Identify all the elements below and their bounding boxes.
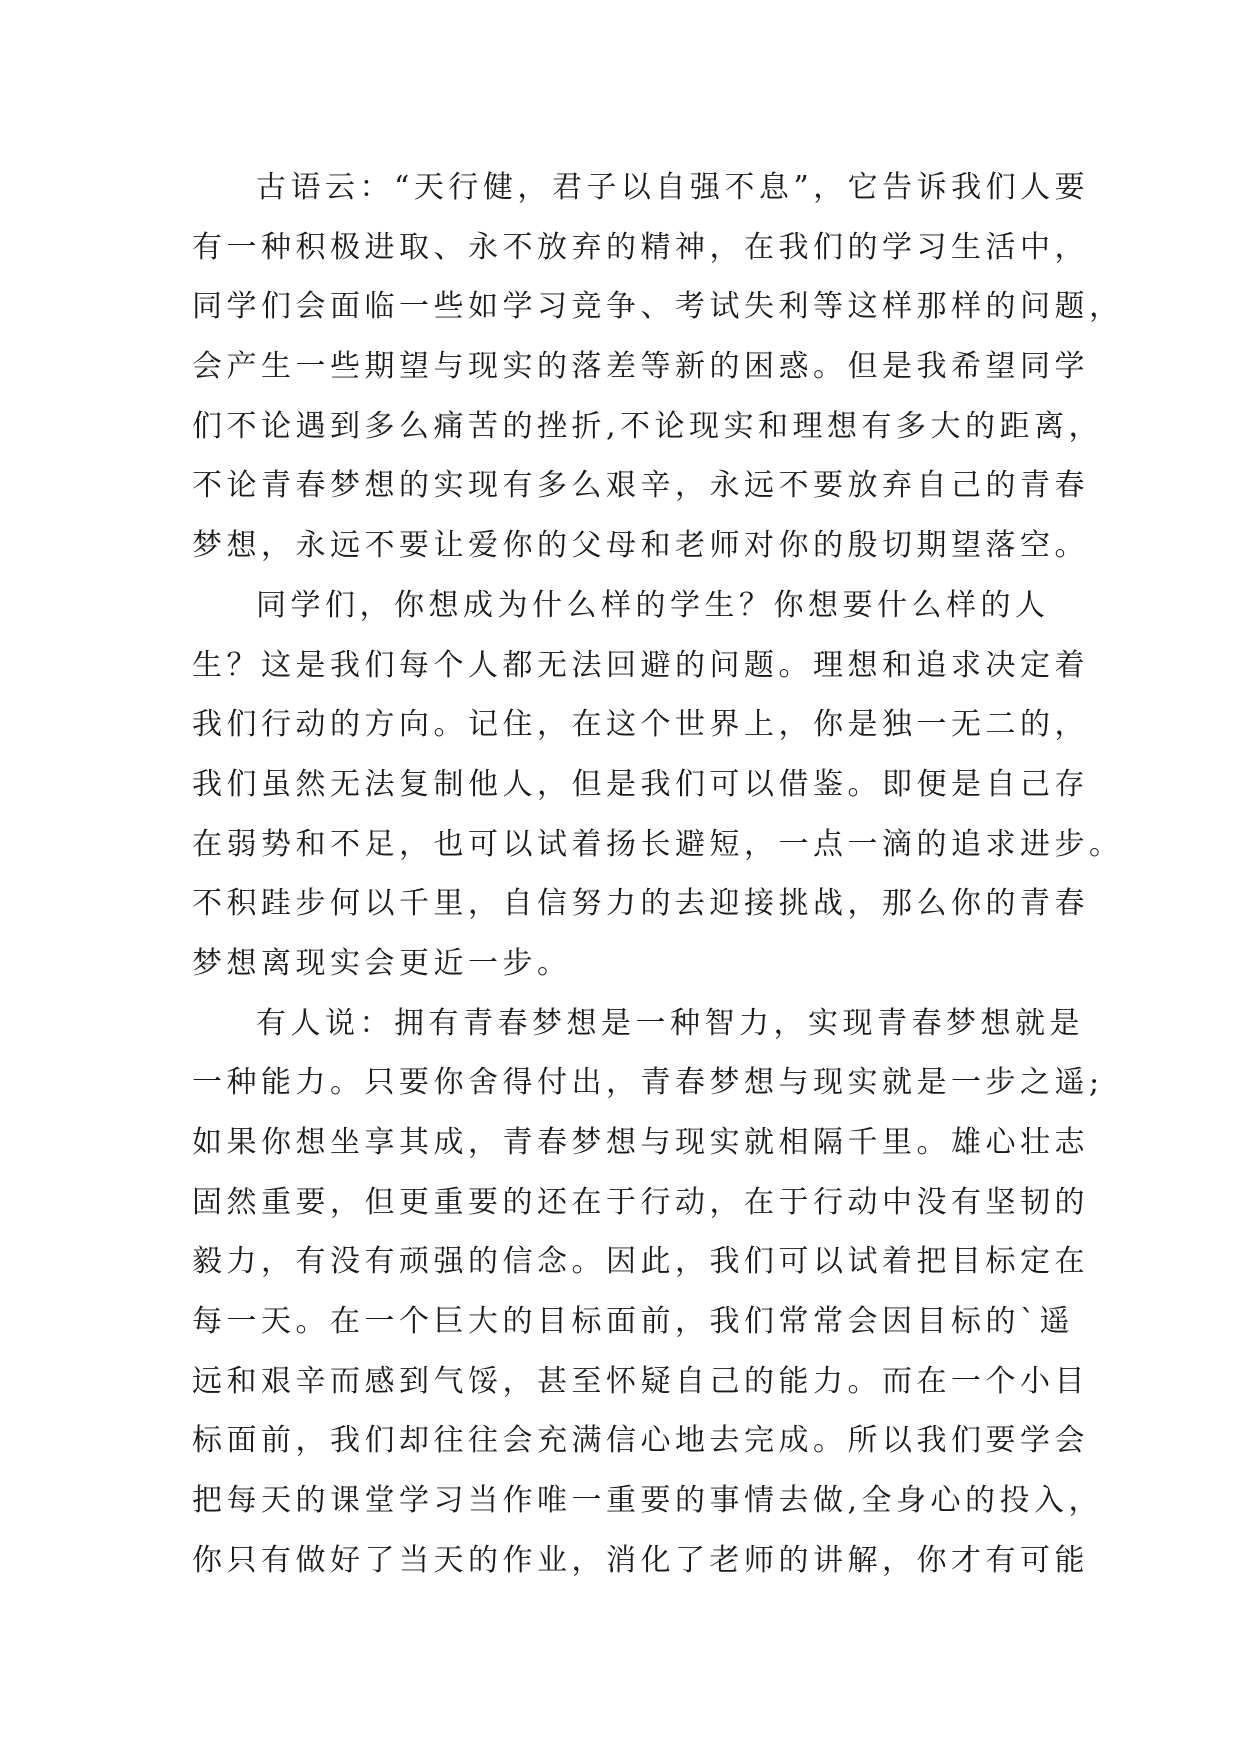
- paragraph-1: [192, 158, 1124, 576]
- paragraph-line: 固然重要，但更重要的还在于行动，在于行动中没有坚韧的: [192, 1184, 1089, 1220]
- paragraph-2: [192, 576, 1124, 994]
- paragraph-line: 有一种积极进取、永不放弃的精神，在我们的学习生活中，: [192, 229, 1089, 265]
- paragraph-line: 们不论遇到多么痛苦的挫折,不论现实和理想有多大的距离，: [192, 408, 1104, 444]
- paragraph-line: 把每天的课堂学习当作唯一重要的事情去做,全身心的投入，: [192, 1483, 1104, 1519]
- paragraph-line: 同学们会面临一些如学习竞争、考试失利等这样那样的问题，: [192, 289, 1124, 325]
- paragraph-line: 远和艰辛而感到气馁，甚至怀疑自己的能力。而在一个小目: [192, 1363, 1089, 1399]
- paragraph-line: 生？这是我们每个人都无法回避的问题。理想和追求决定着: [192, 647, 1089, 683]
- paragraph-line: 你只有做好了当天的作业，消化了老师的讲解，你才有可能: [192, 1542, 1089, 1578]
- paragraph-line: 如果你想坐享其成，青春梦想与现实就相隔千里。雄心壮志: [192, 1125, 1089, 1160]
- paragraph-line: 有人说：拥有青春梦想是一种智力，实现青春梦想就是: [256, 1005, 1084, 1041]
- paragraph-line: 会产生一些期望与现实的落差等新的困惑。但是我希望同学: [192, 349, 1089, 385]
- paragraph-line: 一种能力。只要你舍得付出，青春梦想与现实就是一步之遥;: [192, 1065, 1104, 1101]
- paragraph-line: 我们行动的方向。记住，在这个世界上，你是独一无二的，: [192, 707, 1089, 743]
- paragraph-line: 每一天。在一个巨大的目标面前，我们常常会因目标的`遥: [192, 1304, 1074, 1340]
- paragraph-line: 毅力，有没有顽强的信念。因此，我们可以试着把目标定在: [192, 1244, 1089, 1280]
- paragraph-line: 同学们，你想成为什么样的学生？你想要什么样的人: [256, 587, 1050, 623]
- paragraph-line: 梦想离现实会更近一步。: [192, 945, 572, 981]
- paragraph-3: [192, 994, 1104, 1591]
- paragraph-line: 不积跬步何以千里，自信努力的去迎接挑战，那么你的青春: [192, 886, 1089, 922]
- paragraph-line: 古语云：“天行健，君子以自强不息”，它告诉我们人要: [256, 170, 1090, 205]
- paragraph-line: 梦想，永远不要让爱你的父母和老师对你的殷切期望落空。: [192, 528, 1089, 564]
- document-body: [192, 158, 1124, 1591]
- paragraph-line: 在弱势和不足，也可以试着扬长避短，一点一滴的追求进步。: [192, 826, 1124, 862]
- paragraph-line: 不论青春梦想的实现有多么艰辛，永远不要放弃自己的青春: [192, 468, 1089, 504]
- paragraph-line: 标面前，我们却往往会充满信心地去完成。所以我们要学会: [192, 1423, 1089, 1459]
- paragraph-line: 我们虽然无法复制他人，但是我们可以借鉴。即便是自己存: [192, 766, 1089, 802]
